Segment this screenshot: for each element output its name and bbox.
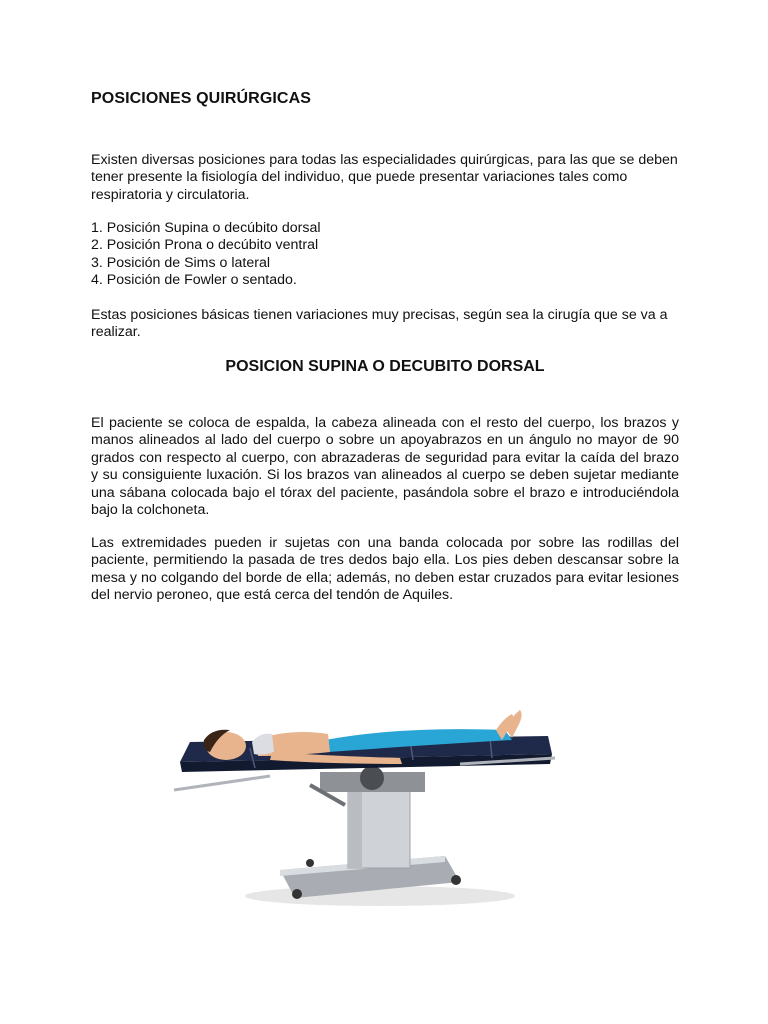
supine-position-illustration [160, 660, 580, 920]
section-paragraph-1: El paciente se coloca de espalda, la cabeza alineada con el resto del cuerpo, los brazos y manos alineados al lado del cuerpo o sobre un apoyabrazos en un ángulo no mayor de 90 grados con respecto al cuerpo, con abrazaderas de seguridad para evitar la caída del brazo y su consiguiente luxación. Si los brazos van alineados al cuerpo se deben sujetar mediante una sábana colocada bajo el tórax del paciente, pasándola sobre el brazo e introduciéndola bajo la colchoneta. [91, 415, 679, 519]
section-paragraph-2: Las extremidades pueden ir sujetas con una banda colocada por sobre las rodillas del paciente, permitiendo la pasada de tres dedos bajo ella. Los pies deben descansar sobre la mesa y no colgando del borde de ella; además, no deben estar cruzados para evitar lesiones del nervio peroneo, que está cerca del tendón de Aquiles. [91, 535, 679, 604]
positions-list [91, 220, 321, 290]
document-title: POSICIONES QUIRÚRGICAS [91, 90, 312, 107]
list-item: 3. Posición de Sims o lateral [91, 254, 271, 271]
section-heading: POSICION SUPINA O DECUBITO DORSAL [225, 358, 545, 375]
list-item: 4. Posición de Fowler o sentado. [91, 272, 297, 289]
list-item: 2. Posición Prona o decúbito ventral [91, 237, 319, 254]
intro-paragraph: Existen diversas posiciones para todas las especialidades quirúrgicas, para las que se deben tener presente la fisiología del individuo, que puede presentar variaciones tales como respiratoria y circulatoria. [91, 152, 678, 203]
summary-paragraph: Estas posiciones básicas tienen variaciones muy precisas, según sea la cirugía que se va a realizar. [91, 307, 668, 341]
list-item: 1. Posición Supina o decúbito dorsal [91, 220, 321, 236]
